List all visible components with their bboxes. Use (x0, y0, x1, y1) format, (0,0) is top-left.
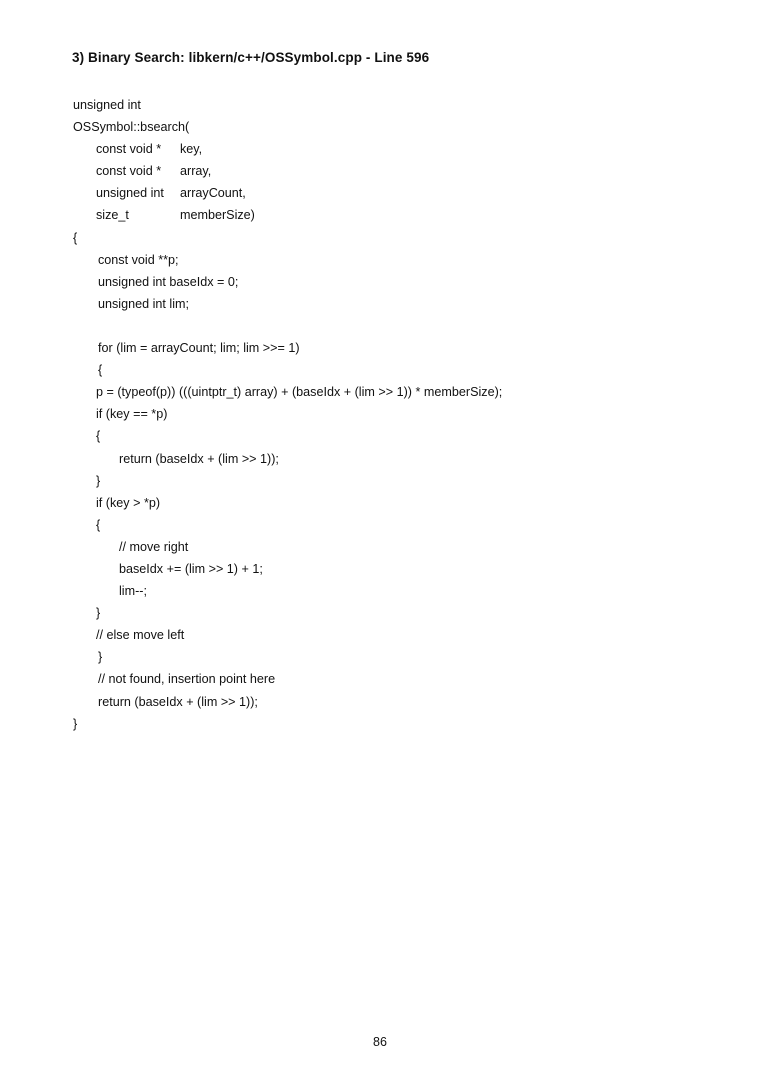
code-text: return (baseIdx + (lim >> 1)); (119, 451, 279, 466)
page-number: 86 (373, 1035, 387, 1049)
section-heading: 3) Binary Search: libkern/c++/OSSymbol.cpp - Line 596 (72, 50, 430, 65)
code-text: if (key == *p) (96, 407, 168, 422)
code-text: size_t (96, 208, 129, 223)
code-text: // else move left (96, 628, 185, 643)
code-text: unsigned int (73, 98, 141, 112)
code-text: } (98, 650, 103, 665)
code-param-name: array, (180, 164, 212, 179)
code-text: // not found, insertion point here (98, 672, 276, 687)
code-text: lim--; (119, 584, 147, 599)
code-text: { (96, 429, 101, 444)
code-text: unsigned int lim; (98, 296, 190, 311)
code-text: { (73, 230, 78, 245)
code-text: baseIdx += (lim >> 1) + 1; (119, 561, 263, 576)
code-text: OSSymbol::bsearch( (73, 120, 190, 135)
code-text: return (baseIdx + (lim >> 1)); (98, 694, 258, 709)
code-text: unsigned int (96, 186, 164, 201)
code-text: } (96, 606, 101, 621)
code-text: for (lim = arrayCount; lim; lim >>= 1) (98, 341, 300, 356)
code-text: unsigned int baseIdx = 0; (98, 274, 239, 289)
code-param-name: key, (180, 142, 203, 157)
code-text: } (73, 716, 78, 731)
code-text: { (98, 363, 103, 378)
code-text: if (key > *p) (96, 495, 161, 510)
code-param-name: memberSize) (180, 208, 255, 223)
code-text: p = (typeof(p)) (((uintptr_t) array) + (baseIdx + (lim >> 1)) * memberSize); (96, 385, 503, 400)
code-text: } (96, 473, 101, 488)
code-param-name: arrayCount, (180, 186, 246, 201)
code-text: // move right (119, 539, 189, 554)
code-text: const void **p; (98, 252, 179, 267)
code-text: const void * (96, 142, 162, 157)
code-text: { (96, 517, 101, 532)
code-text: const void * (96, 164, 162, 179)
